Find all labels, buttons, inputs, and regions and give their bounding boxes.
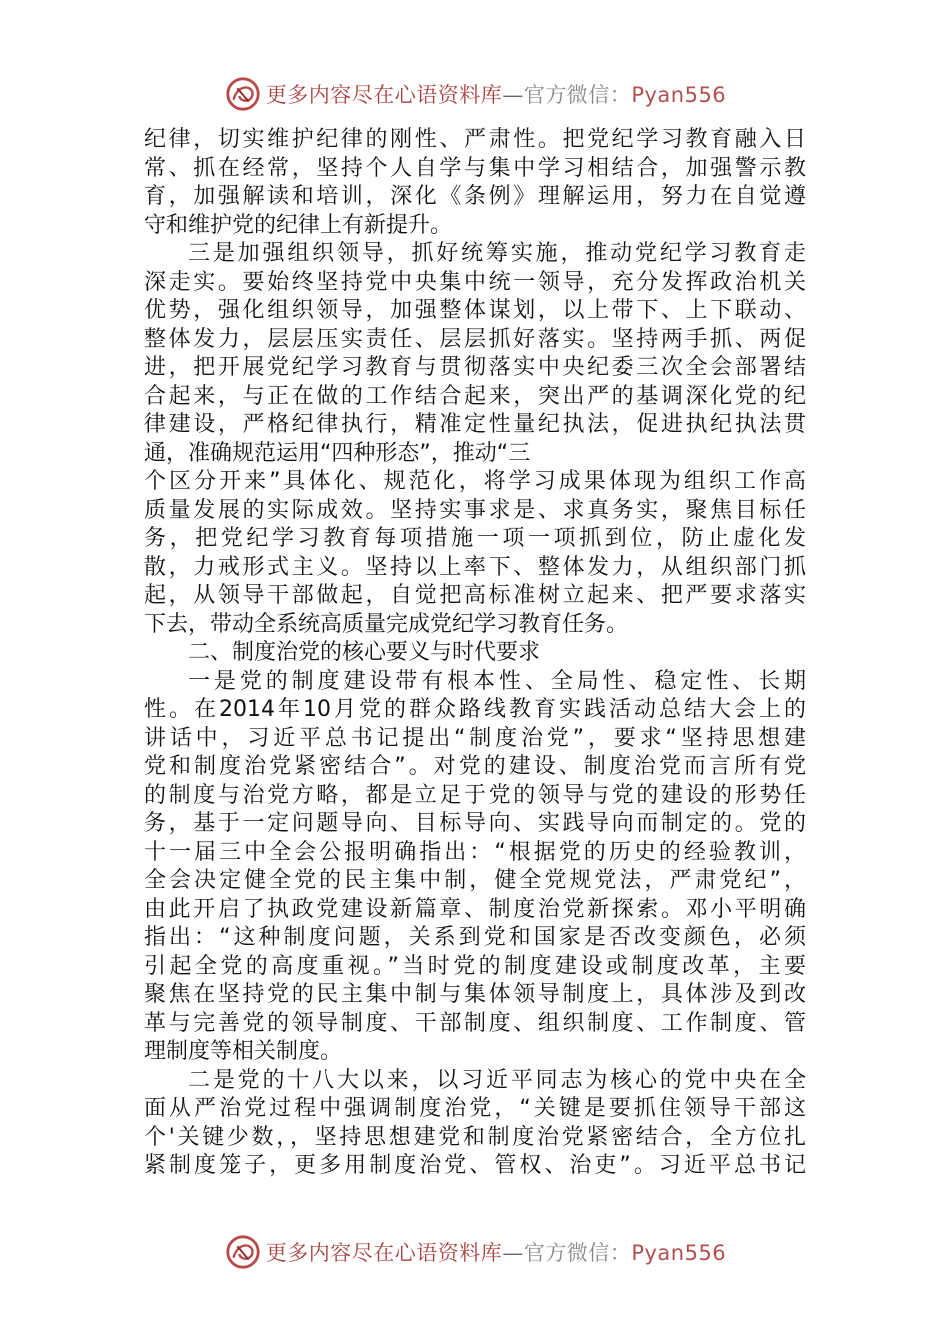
banner-separator: — xyxy=(502,83,524,107)
footer-banner xyxy=(0,1232,950,1272)
text-line: 散，力戒形式主义。坚持以上率下、整体发力，从组织部门抓 xyxy=(144,554,806,580)
section-heading: 二、制度治党的核心要义与时代要求 xyxy=(188,640,541,665)
text-line: 常、抓在经常，坚持个人自学与集中学习相结合，加强警示教 xyxy=(144,155,806,181)
text-line: 守和维护党的纪律上有新提升。 xyxy=(144,212,453,238)
text-line: 合起来，与正在做的工作结合起来，突出严的基调深化党的纪 xyxy=(144,383,806,409)
text-line: 个'关键少数，，坚持思想建党和制度治党紧密结合，全方位扎 xyxy=(144,1124,806,1150)
text-line: 质量发展的实际成效。坚持实事求是、求真务实，聚焦目标任 xyxy=(144,497,806,523)
banner-title: 更多内容尽在心语资料库 xyxy=(265,1241,503,1265)
text-line: 务，基于一定问题导向、目标导向、实践导向而制定的。党的 xyxy=(144,811,806,836)
text-line: 优势，强化组织领导，加强整体谋划，以上带下、上下联动、 xyxy=(144,298,806,323)
text-line: 进，把开展党纪学习教育与贯彻落实中央纪委三次全会部署结 xyxy=(144,355,806,380)
text-line: 革与完善党的领导制度、干部制度、组织制度、工作制度、管 xyxy=(144,1010,806,1036)
text-line: 聚焦在坚持党的民主集中制与集体领导制度上，具体涉及到改 xyxy=(144,982,806,1007)
text-line: 引起全党的高度重视。”当时党的制度建设或制度改革，主要 xyxy=(144,953,806,979)
swirl-logo-icon xyxy=(224,75,262,113)
paragraph-first-line: 一是党的制度建设带有根本性、全局性、稳定性、长期 xyxy=(188,668,806,694)
banner-text xyxy=(266,1237,726,1267)
text-line: 通，准确规范运用“四种形态”，推动“三 xyxy=(144,440,531,466)
text-line: 下去，带动全系统高质量完成党纪学习教育任务。 xyxy=(144,611,629,637)
document-body xyxy=(144,126,806,1181)
banner-wechat-label: 官方微信： xyxy=(523,1241,632,1265)
text-line: 深走实。要始终坚持党中央集中统一领导，充分发挥政治机关 xyxy=(144,269,806,295)
text-line: 紧制度笼子，更多用制度治党、管权、治吏”。习近平总书记 xyxy=(144,1153,806,1178)
header-banner xyxy=(0,74,950,114)
banner-separator: — xyxy=(502,1241,524,1265)
text-line: 理制度等相关制度。 xyxy=(144,1039,343,1064)
banner-wechat-id: Pyan556 xyxy=(631,1241,727,1265)
text-line: 十一届三中全会公报明确指出：“根据党的历史的经验教训， xyxy=(144,839,806,865)
text-line: 整体发力，层层压实责任、层层抓好落实。坚持两手抓、两促 xyxy=(144,326,806,352)
paragraph-first-line: 二是党的十八大以来，以习近平同志为核心的党中央在全 xyxy=(188,1067,806,1093)
text-line: 起，从领导干部做起，自觉把高标准树立起来、把严要求落实 xyxy=(144,583,806,608)
banner-wechat-label: 官方微信： xyxy=(523,83,632,107)
text-line: 个区分开来”具体化、规范化，将学习成果体现为组织工作高 xyxy=(144,469,806,494)
text-line: 讲话中，习近平总书记提出“制度治党”，要求“坚持思想建 xyxy=(144,725,806,751)
paragraph-first-line: 三是加强组织领导，抓好统筹实施，推动党纪学习教育走 xyxy=(188,241,806,266)
text-line: 律建设，严格纪律执行，精准定性量纪执法，促进执纪执法贯 xyxy=(144,412,806,437)
text-line: 性。在2014年10月党的群众路线教育实践活动总结大会上的 xyxy=(144,697,806,722)
text-line: 务，把党纪学习教育每项措施一项一项抓到位，防止虚化发 xyxy=(144,526,806,551)
banner-text xyxy=(266,79,726,109)
text-line: 育，加强解读和培训，深化《条例》理解运用，努力在自觉遵 xyxy=(144,184,806,209)
banner-wechat-id: Pyan556 xyxy=(631,83,727,107)
text-line: 指出：“这种制度问题，关系到党和国家是否改变颜色，必须 xyxy=(144,925,806,950)
text-line: 面从严治党过程中强调制度治党，“关键是要抓住领导干部这 xyxy=(144,1096,806,1121)
text-line: 党和制度治党紧密结合”。对党的建设、制度治党而言所有党 xyxy=(144,754,806,779)
banner-title: 更多内容尽在心语资料库 xyxy=(265,83,503,107)
text-line: 全会决定健全党的民主集中制，健全党规党法，严肃党纪”， xyxy=(144,868,806,893)
text-line: 的制度与治党方略，都是立足于党的领导与党的建设的形势任 xyxy=(144,782,806,808)
swirl-logo-icon xyxy=(224,1233,262,1271)
text-line: 纪律，切实维护纪律的刚性、严肃性。把党纪学习教育融入日 xyxy=(144,127,806,152)
text-line: 由此开启了执政党建设新篇章、制度治党新探索。邓小平明确 xyxy=(144,896,806,922)
